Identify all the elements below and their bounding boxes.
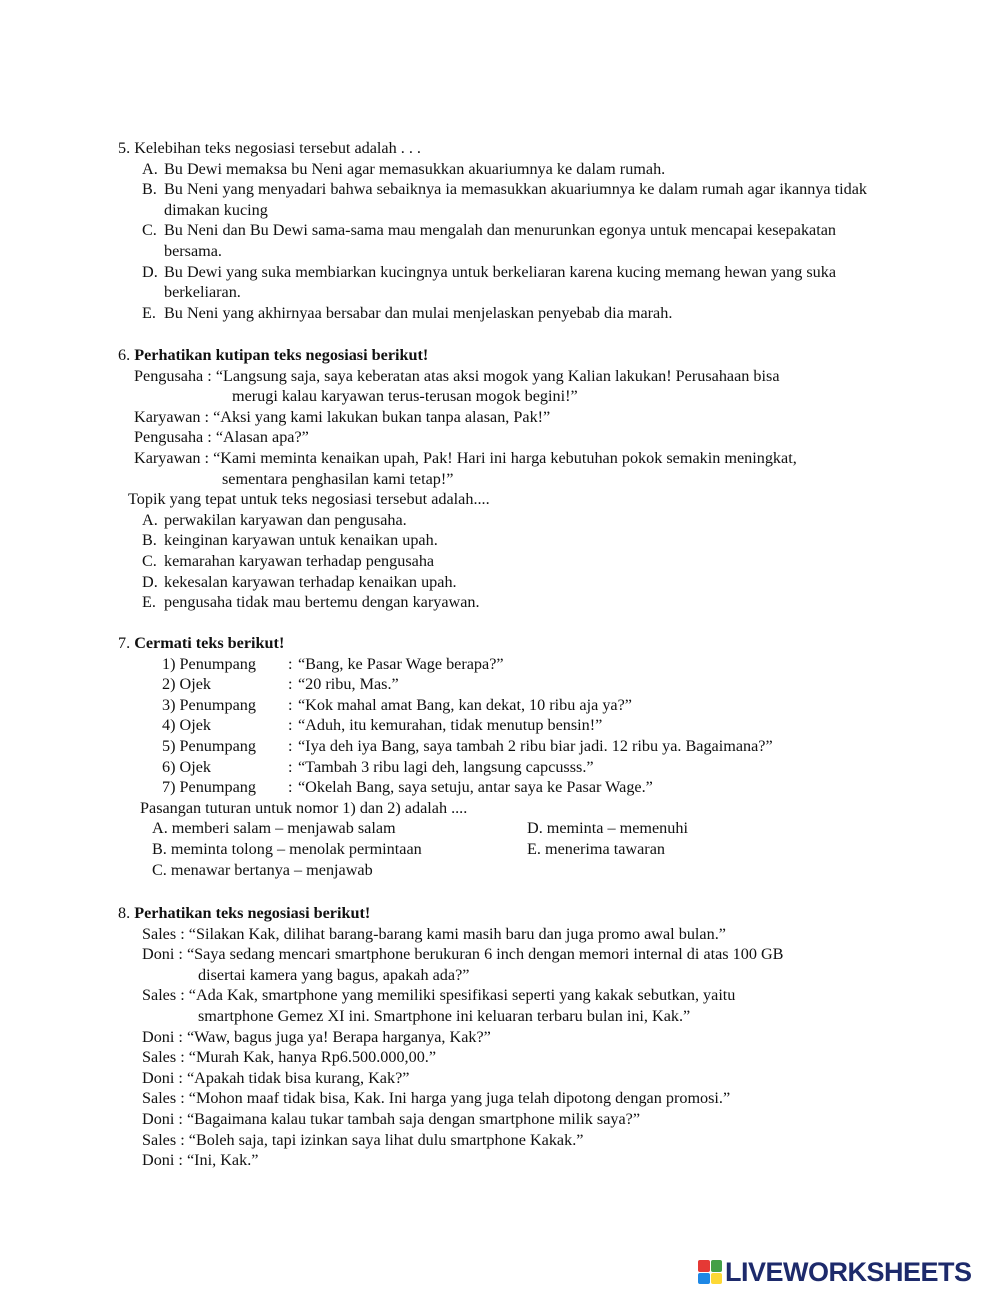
- dialogue-row: 3) Penumpang : “Kok mahal amat Bang, kan dekat, 10 ribu aja ya?”: [162, 695, 632, 714]
- option-5b[interactable]: B. Bu Neni yang menyadari bahwa sebaiknya ia memasukkan akuariumnya ke dalam rumah agar ikannya tidak dimakan kucing: [142, 180, 868, 219]
- question-8: [118, 903, 888, 1171]
- logo-block-green: [711, 1260, 723, 1272]
- option-5d[interactable]: D. Bu Dewi yang suka membiarkan kucingnya untuk berkeliaran karena kucing memang hewan yang suka berkeliaran.: [142, 262, 837, 302]
- option-7b[interactable]: B. meminta tolong – menolak permintaan: [152, 839, 422, 858]
- option-7c[interactable]: C. menawar bertanya – menjawab: [152, 860, 373, 879]
- option-5c[interactable]: C. Bu Neni dan Bu Dewi sama-sama mau mengalah dan menurunkan egonya untuk mencapai kesepakatan bersama.: [142, 221, 837, 260]
- logo-blocks-icon: [698, 1260, 722, 1284]
- options-grid-7: [152, 818, 888, 880]
- option-empty: [527, 860, 827, 881]
- liveworksheets-logo[interactable]: [698, 1257, 972, 1287]
- dialogue-line: Sales : “Mohon maaf tidak bisa, Kak. Ini harga yang juga telah dipotong dengan promosi.”: [142, 1089, 731, 1108]
- dialogue-line: Doni : “Waw, bagus juga ya! Berapa harganya, Kak?”: [142, 1027, 491, 1046]
- question-6-prompt: Topik yang tepat untuk teks negosiasi tersebut adalah....: [128, 490, 490, 509]
- option-7e[interactable]: E. menerima tawaran: [527, 839, 665, 858]
- logo-text: LIVEWORKSHEETS: [725, 1256, 972, 1287]
- question-5: [118, 138, 888, 323]
- dialogue-row: 4) Ojek : “Aduh, itu kemurahan, tidak menutup bensin!”: [162, 716, 603, 735]
- dialogue-line: Pengusaha : “Langsung saja, saya keberatan atas aksi mogok yang Kalian lakukan! Perusahaan bisa: [134, 366, 780, 385]
- dialogue-6: [134, 366, 888, 490]
- dialogue-line: Doni : “Saya sedang mencari smartphone berukuran 6 inch dengan memori internal di atas 100 GB: [142, 945, 784, 964]
- dialogue-line: Sales : “Silakan Kak, dilihat barang-barang kami masih baru dan juga promo awal bulan.”: [142, 924, 726, 943]
- question-7-stem: 7. Cermati teks berikut!: [118, 634, 285, 652]
- question-7: [118, 633, 888, 880]
- question-8-stem: 8. Perhatikan teks negosiasi berikut!: [118, 904, 371, 922]
- dialogue-line-cont: disertai kamera yang bagus, apakah ada?”: [198, 965, 470, 984]
- logo-block-blue: [698, 1273, 710, 1285]
- option-7d[interactable]: D. meminta – memenuhi: [527, 819, 688, 838]
- dialogue-line: Doni : “Bagaimana kalau tukar tambah saja dengan smartphone milik saya?”: [142, 1109, 641, 1128]
- dialogue-line: Karyawan : “Aksi yang kami lakukan bukan tanpa alasan, Pak!”: [134, 407, 551, 426]
- option-7a[interactable]: A. memberi salam – menjawab salam: [152, 819, 396, 838]
- dialogue-line: Doni : “Apakah tidak bisa kurang, Kak?”: [142, 1068, 410, 1087]
- option-6c[interactable]: C. kemarahan karyawan terhadap pengusaha: [142, 551, 435, 570]
- question-5-stem: 5. Kelebihan teks negosiasi tersebut adalah . . .: [118, 139, 421, 157]
- dialogue-line: Sales : “Murah Kak, hanya Rp6.500.000,00.”: [142, 1048, 437, 1067]
- question-6-stem: 6. Perhatikan kutipan teks negosiasi berikut!: [118, 346, 429, 364]
- dialogue-row: 7) Penumpang : “Okelah Bang, saya setuju, antar saya ke Pasar Wage.”: [162, 778, 653, 797]
- logo-block-yellow: [711, 1273, 723, 1285]
- question-7-prompt: Pasangan tuturan untuk nomor 1) dan 2) adalah ....: [140, 798, 468, 817]
- dialogue-row: 5) Penumpang : “Iya deh iya Bang, saya tambah 2 ribu biar jadi. 12 ribu ya. Bagaimana?”: [162, 736, 773, 755]
- dialogue-line: Sales : “Ada Kak, smartphone yang memiliki spesifikasi seperti yang kakak sebutkan, yaitu: [142, 986, 736, 1005]
- question-6: [118, 345, 888, 613]
- option-6d[interactable]: D. kekesalan karyawan terhadap kenaikan upah.: [142, 572, 457, 591]
- option-6e[interactable]: E. pengusaha tidak mau bertemu dengan karyawan.: [142, 593, 480, 612]
- option-6b[interactable]: B. keinginan karyawan untuk kenaikan upah.: [142, 531, 438, 550]
- option-5a[interactable]: A. Bu Dewi memaksa bu Neni agar memasukkan akuariumnya ke dalam rumah.: [142, 159, 666, 178]
- dialogue-line-cont: sementara penghasilan kami tetap!”: [222, 469, 454, 488]
- option-6a[interactable]: A. perwakilan karyawan dan pengusaha.: [142, 510, 407, 529]
- dialogue-8: [142, 924, 888, 1171]
- logo-block-red: [698, 1260, 710, 1272]
- dialogue-row: 2) Ojek : “20 ribu, Mas.”: [162, 675, 399, 694]
- dialogue-line-cont: merugi kalau karyawan terus-terusan mogok begini!”: [232, 387, 578, 406]
- dialogue-line-cont: smartphone Gemez XI ini. Smartphone ini keluaran terbaru bulan ini, Kak.”: [198, 1006, 691, 1025]
- dialogue-row: 6) Ojek : “Tambah 3 ribu lagi deh, langsung capcusss.”: [162, 757, 594, 776]
- dialogue-line: Sales : “Boleh saja, tapi izinkan saya lihat dulu smartphone Kakak.”: [142, 1130, 584, 1149]
- option-5e[interactable]: E. Bu Neni yang akhirnyaa bersabar dan mulai menjelaskan penyebab dia marah.: [142, 303, 673, 322]
- dialogue-line: Pengusaha : “Alasan apa?”: [134, 428, 309, 447]
- dialogue-line: Karyawan : “Kami meminta kenaikan upah, Pak! Hari ini harga kebutuhan pokok semakin meningkat,: [134, 448, 797, 467]
- dialogue-row: 1) Penumpang : “Bang, ke Pasar Wage berapa?”: [162, 654, 504, 673]
- dialogue-line: Doni : “Ini, Kak.”: [142, 1151, 259, 1170]
